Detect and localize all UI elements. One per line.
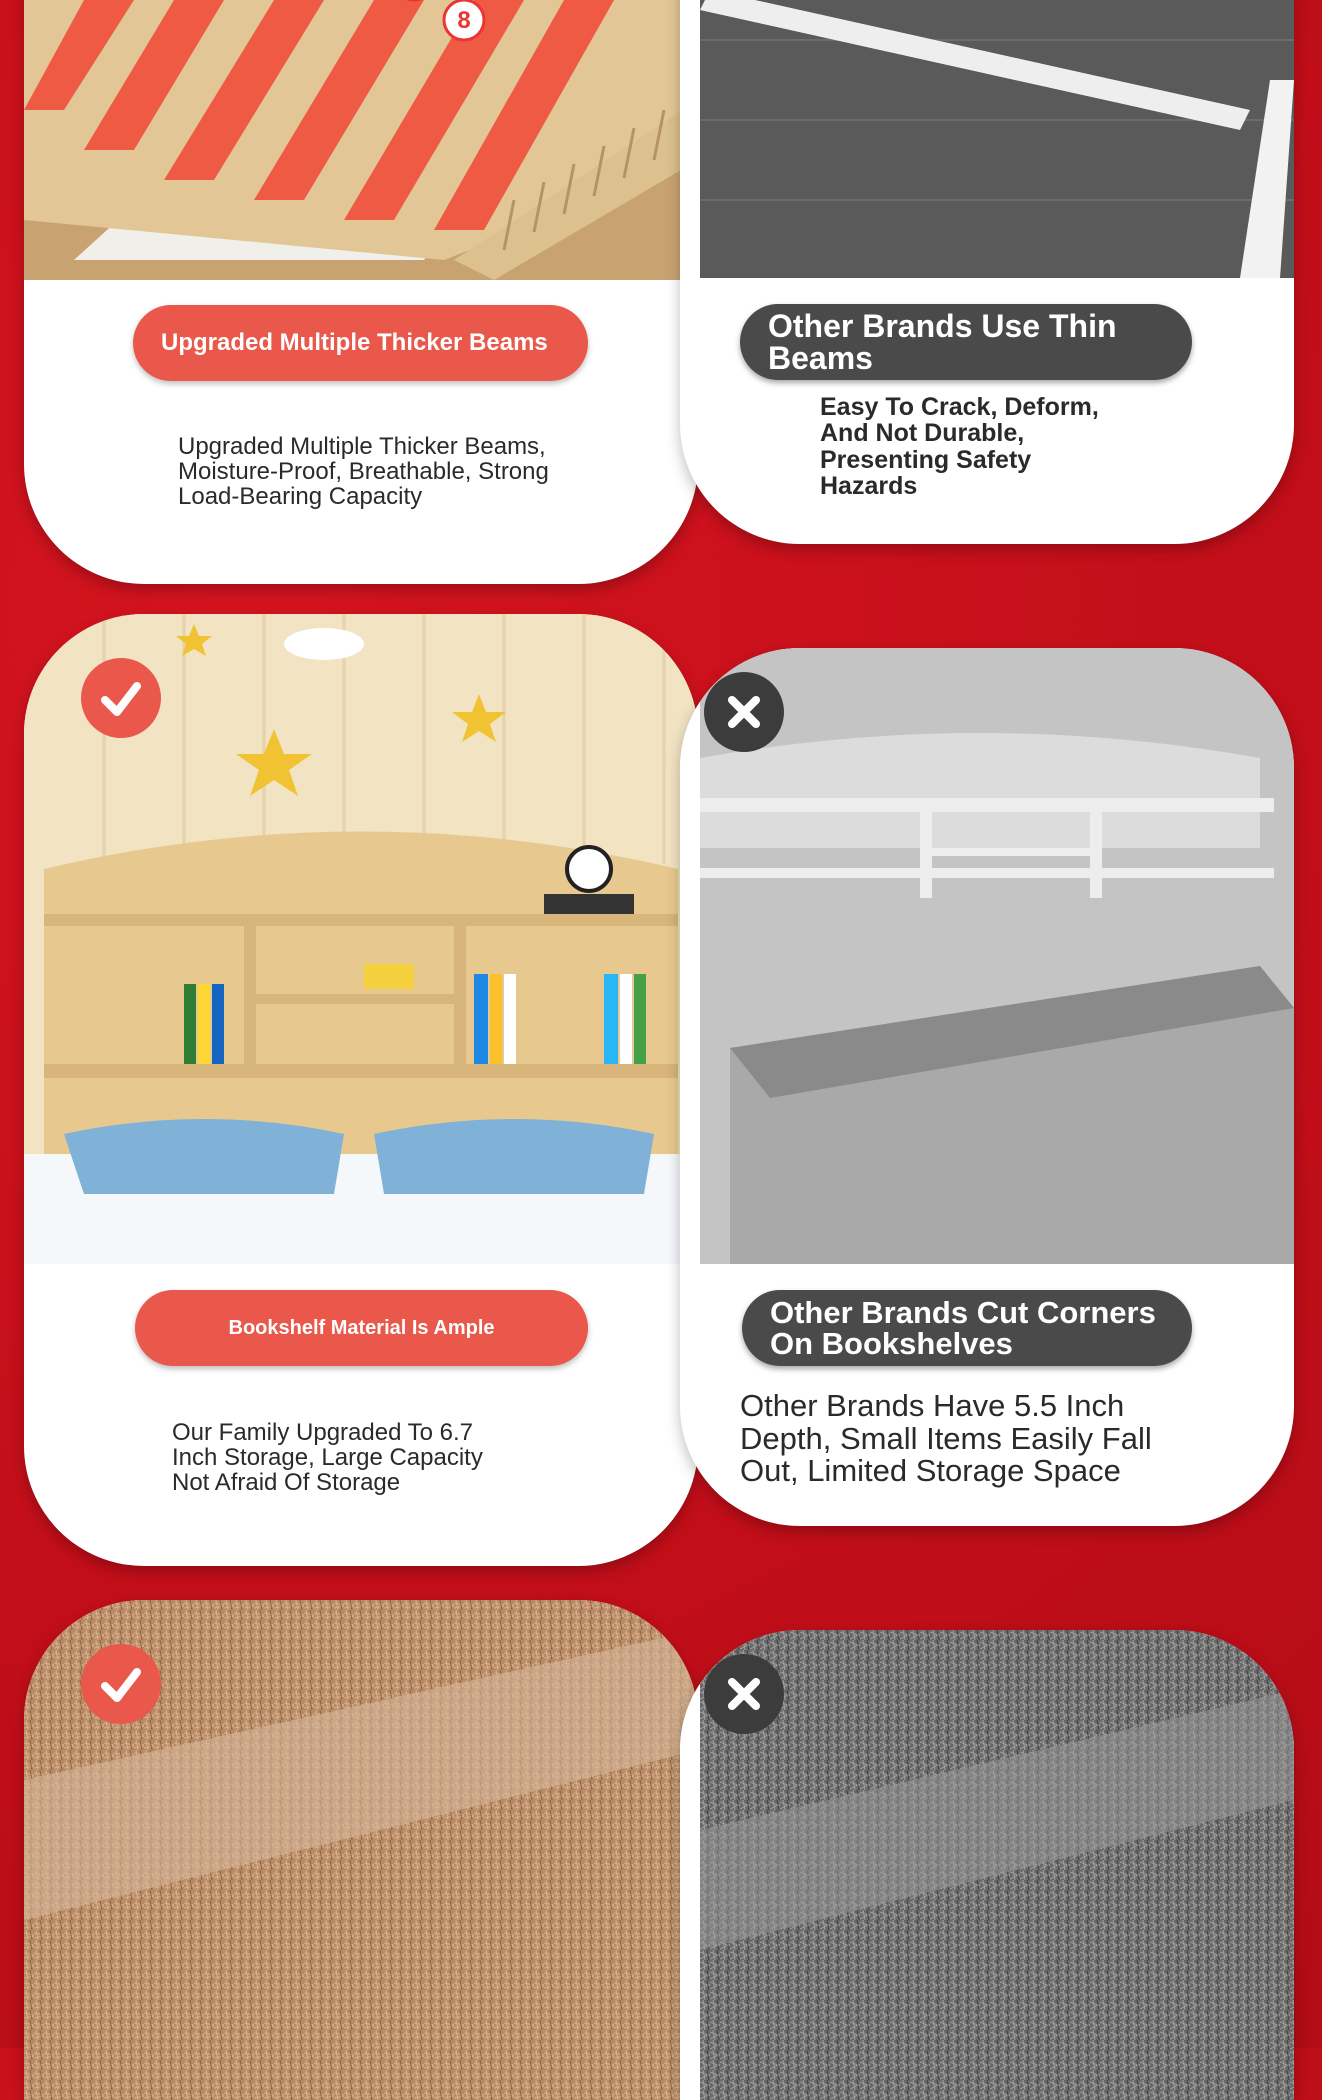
- comparison-card-coir-good: [24, 1600, 698, 2100]
- comparison-card-coir-bad: [680, 1630, 1294, 2100]
- thin-beams-photo: [680, 0, 1294, 278]
- feature-pill-label: Upgraded Multiple Thicker Beams: [161, 329, 548, 356]
- cross-icon: [704, 1654, 784, 1734]
- comparison-card-bookshelf-good: [24, 614, 698, 1566]
- competitor-pill: [742, 1290, 1192, 1366]
- cross-icon: [704, 672, 784, 752]
- competitor-pill: [740, 304, 1192, 380]
- feature-pill-label: Bookshelf Material Is Ample: [228, 1317, 495, 1339]
- feature-description: Upgraded Multiple Thicker Beams, Moisture-Proof, Breathable, Strong Load-Bearing Capacity: [178, 433, 549, 511]
- competitor-pill-label: Other Brands Cut Corners On Bookshelves: [770, 1295, 1156, 1361]
- feature-pill: [133, 305, 588, 381]
- feature-pill: [135, 1290, 588, 1366]
- competitor-description: Easy To Crack, Deform, And Not Durable, Presenting Safety Hazards: [820, 393, 1099, 500]
- feature-description: Our Family Upgraded To 6.7 Inch Storage, Large Capacity Not Afraid Of Storage: [172, 1419, 483, 1497]
- comparison-card-bookshelf-bad: [680, 648, 1294, 1526]
- callout-8: 8: [457, 7, 471, 34]
- bed-frame-photo: [24, 0, 698, 280]
- check-icon: [81, 658, 161, 738]
- comparison-card-thick-beams: [24, 0, 698, 584]
- comparison-card-thin-beams: [680, 0, 1294, 544]
- check-icon: [81, 1644, 161, 1724]
- competitor-description: Other Brands Have 5.5 Inch Depth, Small Items Easily Fall Out, Limited Storage Space: [740, 1388, 1152, 1489]
- competitor-pill-label: Other Brands Use Thin Beams: [768, 308, 1117, 376]
